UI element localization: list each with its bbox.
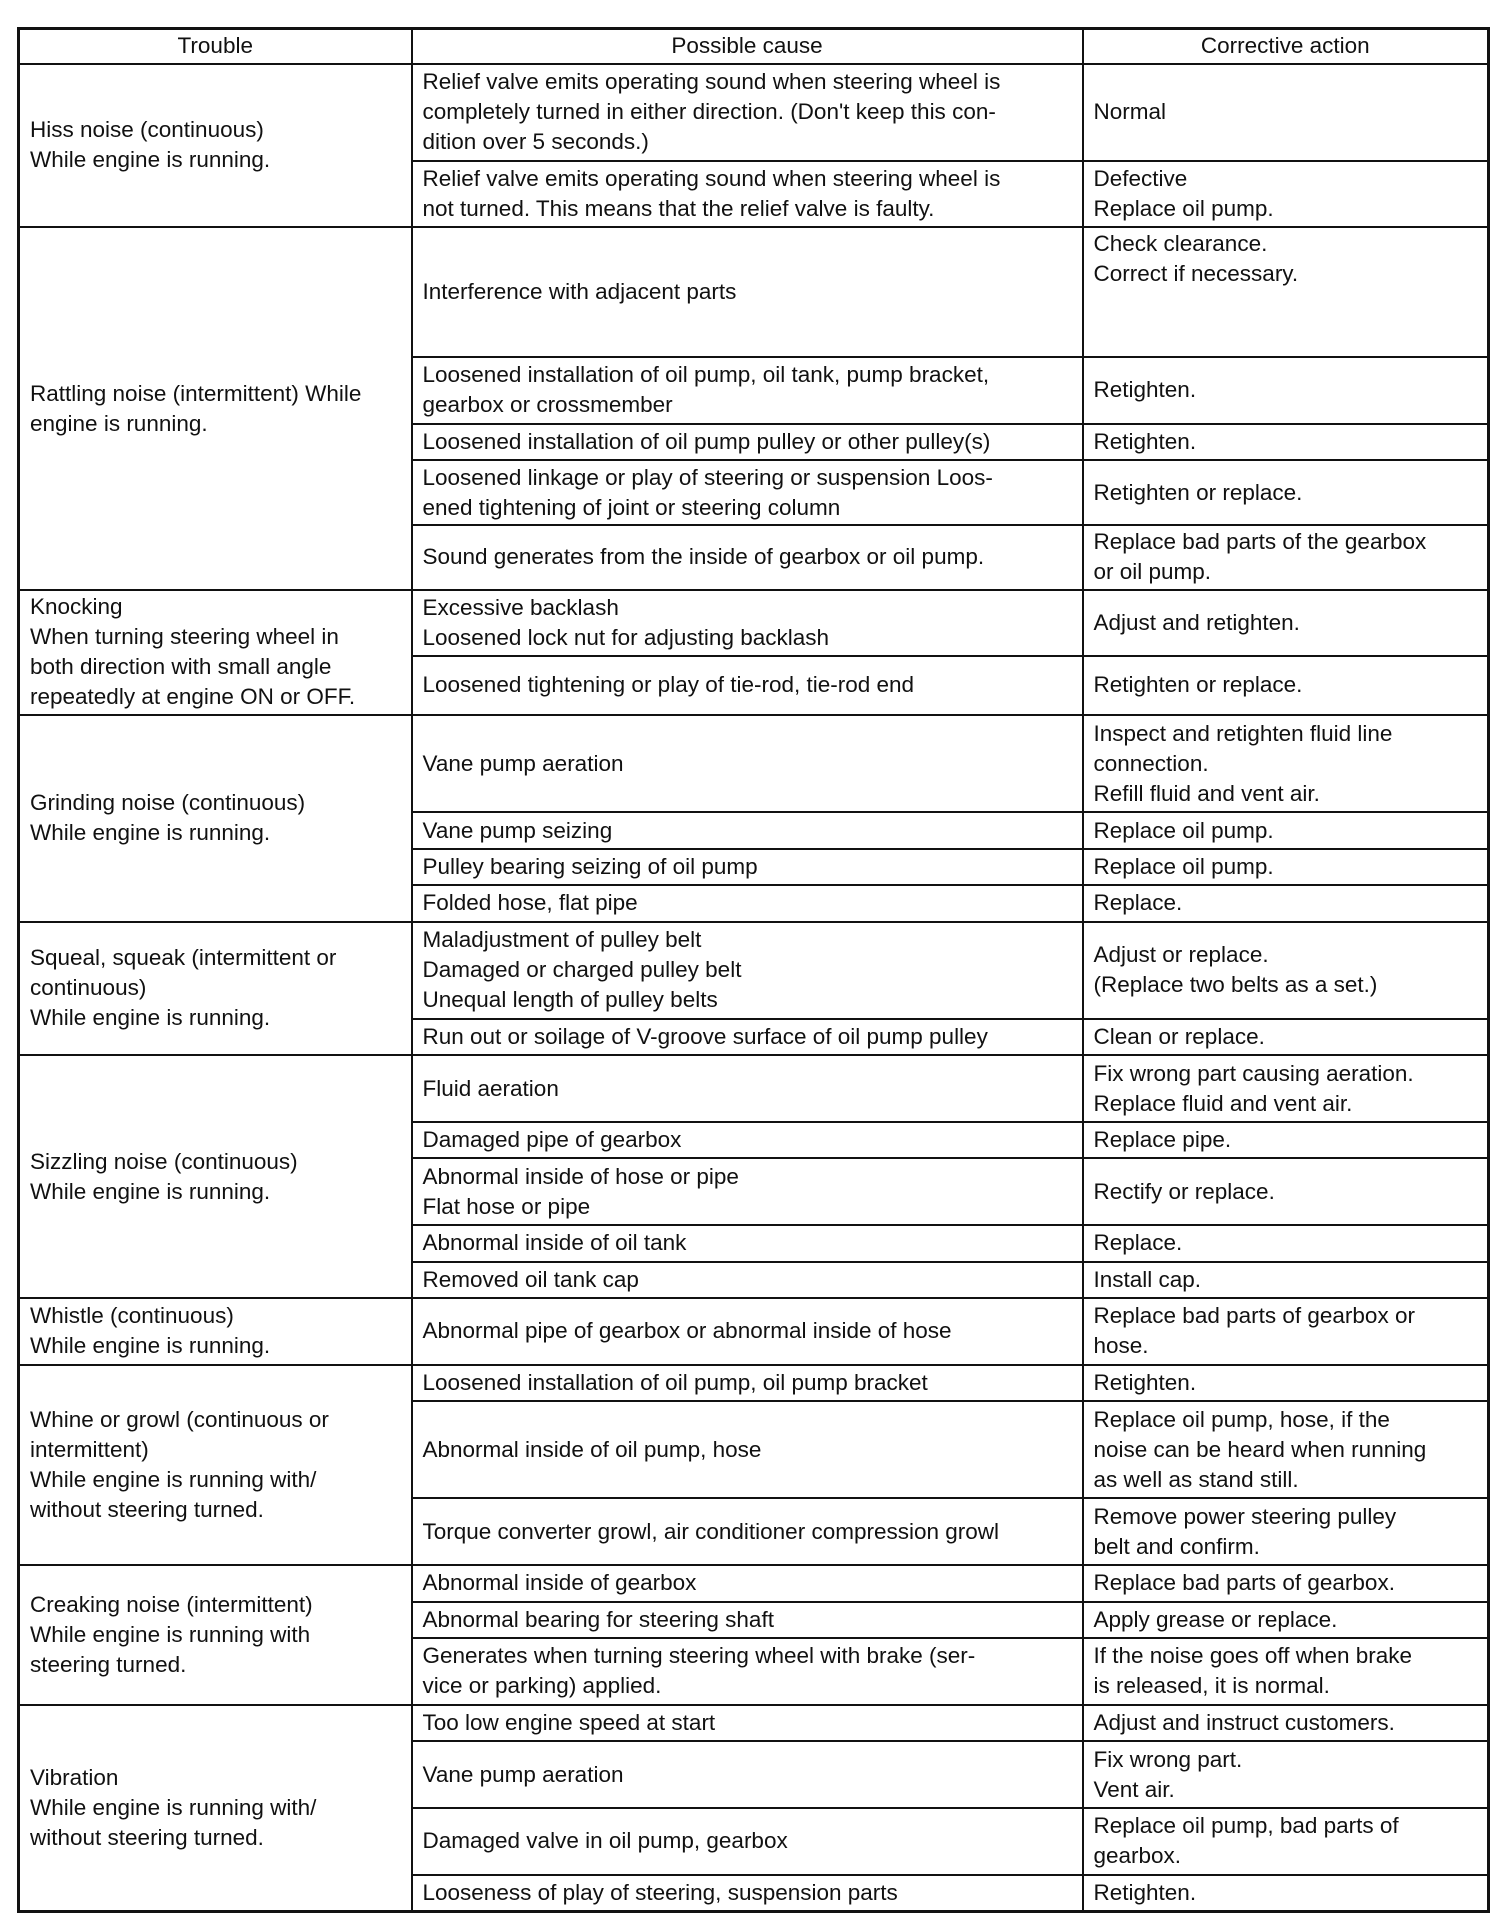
text-line: Retighten. <box>1093 428 1197 454</box>
text-line: Generates when turning steering wheel with brake (ser- <box>422 1643 976 1669</box>
text-line: Grinding noise (continuous) <box>30 790 306 816</box>
text-line: vice or parking) applied. <box>422 1673 662 1699</box>
text-line: Retighten or replace. <box>1093 672 1303 698</box>
text-line: continuous) <box>30 975 147 1001</box>
corrective-action-cell <box>1083 849 1489 885</box>
text-line: Sound generates from the inside of gearbox or oil pump. <box>422 544 985 570</box>
text-line: Loosened installation of oil pump pulley or other pulley(s) <box>422 428 991 454</box>
corrective-action-cell <box>1083 64 1489 161</box>
text-line: Relief valve emits operating sound when steering wheel is <box>422 69 1001 95</box>
possible-cause-cell <box>412 1875 1083 1912</box>
text-line: Abnormal inside of oil tank <box>422 1230 687 1256</box>
possible-cause-cell <box>412 1498 1083 1565</box>
text-line: Looseness of play of steering, suspension parts <box>422 1879 898 1905</box>
text-line: Replace bad parts of gearbox or <box>1093 1303 1415 1329</box>
text-line: Replace oil pump. <box>1093 817 1274 843</box>
text-line: Replace oil pump. <box>1093 196 1274 222</box>
text-line: not turned. This means that the relief valve is faulty. <box>422 196 935 222</box>
text-line: While engine is running. <box>30 1005 271 1031</box>
possible-cause-cell <box>412 1262 1083 1298</box>
text-line: Damaged or charged pulley belt <box>422 957 742 983</box>
header-possible-cause: Possible cause <box>412 29 1083 64</box>
text-line: Correct if necessary. <box>1093 261 1299 287</box>
table-body <box>19 64 1489 1912</box>
possible-cause-cell <box>412 1122 1083 1158</box>
trouble-cell <box>19 1565 412 1705</box>
possible-cause-cell <box>412 812 1083 848</box>
text-line: (Replace two belts as a set.) <box>1093 972 1378 998</box>
corrective-action-cell <box>1083 656 1489 716</box>
possible-cause-cell <box>412 1808 1083 1875</box>
text-line: Loosened installation of oil pump, oil pump bracket <box>422 1370 928 1395</box>
text-line: noise can be heard when running <box>1093 1436 1427 1462</box>
possible-cause-cell <box>412 885 1083 921</box>
corrective-action-cell <box>1083 1365 1489 1401</box>
trouble-cell <box>19 1365 412 1565</box>
text-line: If the noise goes off when brake <box>1093 1643 1413 1669</box>
corrective-action-cell <box>1083 161 1489 228</box>
trouble-cell <box>19 1055 412 1298</box>
troubleshooting-table <box>17 27 1490 1913</box>
text-line: Adjust and instruct customers. <box>1093 1709 1395 1735</box>
text-line: While engine is running with/ <box>30 1466 317 1492</box>
corrective-action-cell <box>1083 424 1489 460</box>
table-row <box>19 1705 1489 1741</box>
text-line: Vibration <box>30 1764 119 1790</box>
possible-cause-cell <box>412 849 1083 885</box>
corrective-action-cell <box>1083 1158 1489 1225</box>
text-line: Refill fluid and vent air. <box>1093 780 1320 806</box>
text-line: engine is running. <box>30 410 208 436</box>
text-line: both direction with small angle <box>30 654 332 680</box>
text-line: Retighten. <box>1093 1879 1197 1905</box>
text-line: Retighten. <box>1093 377 1197 403</box>
text-line: Flat hose or pipe <box>422 1193 591 1219</box>
text-line: Excessive backlash <box>422 594 619 620</box>
trouble-cell <box>19 715 412 921</box>
table-row <box>19 1055 1489 1122</box>
possible-cause-cell <box>412 1638 1083 1705</box>
text-line: Abnormal pipe of gearbox or abnormal inside of hose <box>422 1318 952 1344</box>
text-line: Retighten or replace. <box>1093 479 1303 505</box>
text-line: While engine is running. <box>30 1178 271 1204</box>
possible-cause-cell <box>412 1158 1083 1225</box>
text-line: Fluid aeration <box>422 1075 559 1101</box>
corrective-action-cell <box>1083 1055 1489 1122</box>
text-line: Removed oil tank cap <box>422 1266 639 1292</box>
header-corrective-action: Corrective action <box>1083 29 1489 64</box>
possible-cause-cell <box>412 227 1083 357</box>
text-line: Check clearance. <box>1093 231 1268 257</box>
text-line: or oil pump. <box>1093 559 1212 585</box>
possible-cause-cell <box>412 460 1083 525</box>
text-line: Normal <box>1093 99 1167 125</box>
text-line: Install cap. <box>1093 1266 1202 1292</box>
corrective-action-cell <box>1083 525 1489 590</box>
text-line: Unequal length of pulley belts <box>422 987 718 1013</box>
text-line: belt and confirm. <box>1093 1533 1260 1559</box>
trouble-cell <box>19 1298 412 1365</box>
text-line: dition over 5 seconds.) <box>422 129 649 155</box>
text-line: Rectify or replace. <box>1093 1178 1275 1204</box>
text-line: repeatedly at engine ON or OFF. <box>30 684 356 710</box>
trouble-cell <box>19 922 412 1056</box>
text-line: connection. <box>1093 750 1209 776</box>
text-line: Replace pipe. <box>1093 1127 1232 1153</box>
possible-cause-cell <box>412 161 1083 228</box>
possible-cause-cell <box>412 1019 1083 1055</box>
trouble-cell <box>19 227 412 589</box>
text-line: Rattling noise (intermittent) While <box>30 380 362 406</box>
possible-cause-cell <box>412 1055 1083 1122</box>
possible-cause-cell <box>412 715 1083 812</box>
text-line: without steering turned. <box>30 1824 264 1850</box>
text-line: Loosened lock nut for adjusting backlash <box>422 624 830 650</box>
text-line: Knocking <box>30 594 123 620</box>
corrective-action-cell <box>1083 1875 1489 1912</box>
possible-cause-cell <box>412 1401 1083 1498</box>
text-line: Loosened installation of oil pump, oil tank, pump bracket, <box>422 362 990 388</box>
header-trouble: Trouble <box>19 29 412 64</box>
text-line: Replace fluid and vent air. <box>1093 1090 1353 1116</box>
text-line: Pulley bearing seizing of oil pump <box>422 853 758 879</box>
text-line: Sizzling noise (continuous) <box>30 1148 298 1174</box>
text-line: Torque converter growl, air conditioner compression growl <box>422 1518 1000 1544</box>
possible-cause-cell <box>412 590 1083 656</box>
text-line: ened tightening of joint or steering column <box>422 494 841 520</box>
text-line: Fix wrong part. <box>1093 1746 1243 1772</box>
corrective-action-cell <box>1083 1298 1489 1365</box>
text-line: When turning steering wheel in <box>30 624 339 650</box>
text-line: is released, it is normal. <box>1093 1673 1330 1699</box>
text-line: gearbox or crossmember <box>422 392 673 418</box>
table-row <box>19 715 1489 812</box>
corrective-action-cell <box>1083 1741 1489 1808</box>
table-row <box>19 227 1489 357</box>
possible-cause-cell <box>412 1602 1083 1638</box>
corrective-action-cell <box>1083 1602 1489 1638</box>
text-line: Damaged pipe of gearbox <box>422 1127 682 1153</box>
text-line: Replace. <box>1093 1230 1183 1256</box>
text-line: without steering turned. <box>30 1496 264 1522</box>
text-line: as well as stand still. <box>1093 1466 1299 1492</box>
corrective-action-cell <box>1083 885 1489 921</box>
text-line: Whistle (continuous) <box>30 1303 234 1329</box>
text-line: gearbox. <box>1093 1843 1182 1869</box>
text-line: Maladjustment of pulley belt <box>422 927 702 953</box>
text-line: hose. <box>1093 1333 1149 1359</box>
text-line: Adjust and retighten. <box>1093 609 1300 635</box>
text-line: Abnormal inside of oil pump, hose <box>422 1436 762 1462</box>
text-line: Clean or replace. <box>1093 1023 1265 1049</box>
corrective-action-cell <box>1083 1705 1489 1741</box>
trouble-cell <box>19 1705 412 1912</box>
text-line: Folded hose, flat pipe <box>422 890 638 916</box>
text-line: intermittent) <box>30 1436 149 1462</box>
text-line: Fix wrong part causing aeration. <box>1093 1060 1414 1086</box>
trouble-cell <box>19 64 412 228</box>
possible-cause-cell <box>412 1298 1083 1365</box>
text-line: Vent air. <box>1093 1776 1175 1802</box>
possible-cause-cell <box>412 1741 1083 1808</box>
corrective-action-cell <box>1083 1122 1489 1158</box>
text-line: Interference with adjacent parts <box>422 279 737 305</box>
corrective-action-cell <box>1083 590 1489 656</box>
text-line: Replace oil pump, bad parts of <box>1093 1813 1399 1839</box>
text-line: Retighten. <box>1093 1370 1197 1395</box>
corrective-action-cell <box>1083 227 1489 357</box>
possible-cause-cell <box>412 424 1083 460</box>
corrective-action-cell <box>1083 1401 1489 1498</box>
text-line: While engine is running with <box>30 1621 311 1647</box>
text-line: Vane pump aeration <box>422 750 624 776</box>
text-line: Remove power steering pulley <box>1093 1503 1397 1529</box>
corrective-action-cell <box>1083 715 1489 812</box>
possible-cause-cell <box>412 656 1083 716</box>
text-line: Creaking noise (intermittent) <box>30 1591 313 1617</box>
text-line: Relief valve emits operating sound when steering wheel is <box>422 166 1001 192</box>
corrective-action-cell <box>1083 1638 1489 1705</box>
text-line: Hiss noise (continuous) <box>30 117 264 143</box>
corrective-action-cell <box>1083 1498 1489 1565</box>
text-line: Abnormal inside of gearbox <box>422 1570 697 1596</box>
text-line: While engine is running. <box>30 820 271 846</box>
corrective-action-cell <box>1083 1808 1489 1875</box>
text-line: Vane pump seizing <box>422 817 613 843</box>
corrective-action-cell <box>1083 812 1489 848</box>
possible-cause-cell <box>412 1705 1083 1741</box>
trouble-cell <box>19 590 412 715</box>
text-line: Replace oil pump, hose, if the <box>1093 1406 1390 1432</box>
text-line: Run out or soilage of V-groove surface of oil pump pulley <box>422 1023 988 1049</box>
corrective-action-cell <box>1083 357 1489 424</box>
text-line: Vane pump aeration <box>422 1761 624 1787</box>
text-line: Replace bad parts of the gearbox <box>1093 529 1427 555</box>
corrective-action-cell <box>1083 460 1489 525</box>
text-line: Squeal, squeak (intermittent or <box>30 945 337 971</box>
text-line: steering turned. <box>30 1651 187 1677</box>
table-row <box>19 1565 1489 1601</box>
text-line: Abnormal bearing for steering shaft <box>422 1606 774 1632</box>
corrective-action-cell <box>1083 1262 1489 1298</box>
text-line: Damaged valve in oil pump, gearbox <box>422 1828 788 1854</box>
possible-cause-cell <box>412 922 1083 1019</box>
corrective-action-cell <box>1083 1225 1489 1261</box>
possible-cause-cell <box>412 1225 1083 1261</box>
corrective-action-cell <box>1083 922 1489 1019</box>
text-line: Loosened linkage or play of steering or suspension Loos- <box>422 464 993 490</box>
possible-cause-cell <box>412 1565 1083 1601</box>
text-line: completely turned in either direction. (Don't keep this con- <box>422 99 996 125</box>
table-row <box>19 922 1489 1019</box>
text-line: Replace. <box>1093 890 1183 916</box>
text-line: Abnormal inside of hose or pipe <box>422 1163 739 1189</box>
text-line: While engine is running with/ <box>30 1794 317 1820</box>
text-line: While engine is running. <box>30 147 271 173</box>
text-line: Inspect and retighten fluid line <box>1093 720 1393 746</box>
text-line: While engine is running. <box>30 1333 271 1359</box>
text-line: Replace bad parts of gearbox. <box>1093 1570 1395 1596</box>
text-line: Too low engine speed at start <box>422 1709 716 1735</box>
text-line: Adjust or replace. <box>1093 942 1269 968</box>
possible-cause-cell <box>412 64 1083 161</box>
text-line: Defective <box>1093 166 1188 192</box>
corrective-action-cell <box>1083 1565 1489 1601</box>
table-row <box>19 1298 1489 1365</box>
text-line: Loosened tightening or play of tie-rod, tie-rod end <box>422 672 915 698</box>
table-row <box>19 1365 1489 1401</box>
table-row <box>19 64 1489 161</box>
possible-cause-cell <box>412 1365 1083 1401</box>
corrective-action-cell <box>1083 1019 1489 1055</box>
possible-cause-cell <box>412 525 1083 590</box>
table-row <box>19 590 1489 656</box>
text-line: Replace oil pump. <box>1093 853 1274 879</box>
text-line: Whine or growl (continuous or <box>30 1406 329 1432</box>
possible-cause-cell <box>412 357 1083 424</box>
text-line: Apply grease or replace. <box>1093 1606 1338 1632</box>
